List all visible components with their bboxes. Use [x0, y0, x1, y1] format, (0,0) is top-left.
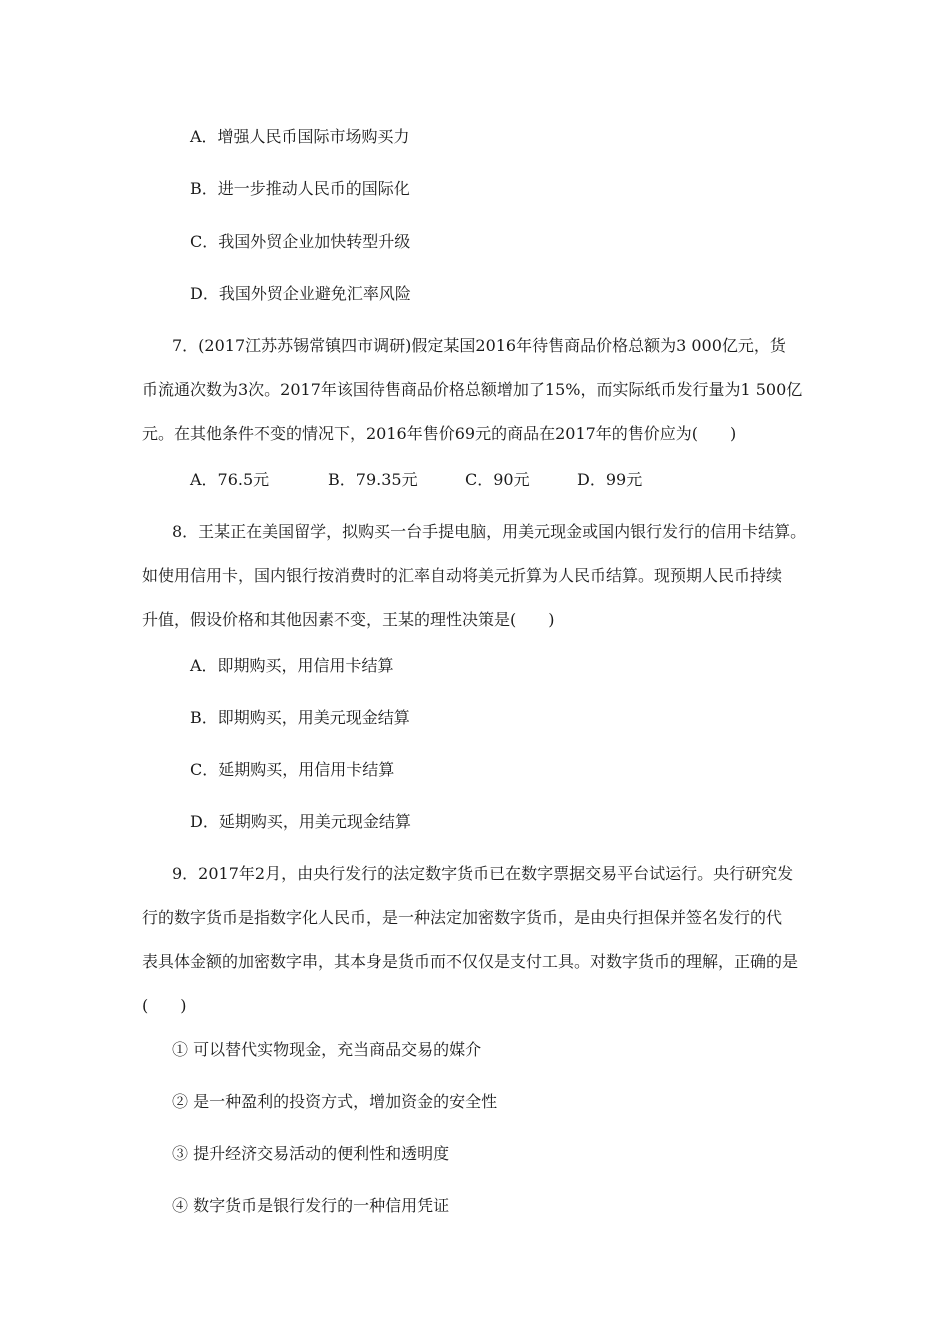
q8-option-b: B．即期购买，用美元现金结算	[190, 708, 410, 727]
q7-stem-line-2: 币流通次数为3次。2017年该国待售商品价格总额增加了15%，而实际纸币发行量为1 500亿	[142, 380, 803, 399]
q9-item-4: ④ 数字货币是银行发行的一种信用凭证	[172, 1196, 450, 1215]
q8-stem-line-1: 8．王某正在美国留学，拟购买一台手提电脑，用美元现金或国内银行发行的信用卡结算。	[172, 522, 807, 541]
q7-option-d: D．99元	[577, 470, 643, 489]
q9-stem-line-1: 9．2017年2月，由央行发行的法定数字货币已在数字票据交易平台试运行。央行研究发	[172, 864, 794, 883]
q8-stem-line-3: 升值，假设价格和其他因素不变，王某的理性决策是( )	[142, 610, 555, 629]
q9-stem-line-4: ( )	[142, 996, 187, 1015]
q6-option-b: B．进一步推动人民币的国际化	[190, 179, 410, 198]
q7-stem-line-1: 7．(2017江苏苏锡常镇四市调研)假定某国2016年待售商品价格总额为3 000亿元，货	[172, 336, 786, 355]
q7-stem-line-3: 元。在其他条件不变的情况下，2016年售价69元的商品在2017年的售价应为( )	[142, 424, 737, 443]
q6-option-a: A．增强人民币国际市场购买力	[190, 127, 410, 146]
q9-item-3: ③ 提升经济交易活动的便利性和透明度	[172, 1144, 450, 1163]
q8-option-c: C．延期购买，用信用卡结算	[190, 760, 395, 779]
q9-item-1: ① 可以替代实物现金，充当商品交易的媒介	[172, 1040, 482, 1059]
q8-option-a: A．即期购买，用信用卡结算	[190, 656, 394, 675]
q9-stem-line-3: 表具体金额的加密数字串，其本身是货币而不仅仅是支付工具。对数字货币的理解，正确的是	[142, 952, 799, 971]
q7-option-c: C．90元	[465, 470, 530, 489]
q8-stem-line-2: 如使用信用卡，国内银行按消费时的汇率自动将美元折算为人民币结算。现预期人民币持续	[142, 566, 783, 585]
q9-item-2: ② 是一种盈利的投资方式，增加资金的安全性	[172, 1092, 498, 1111]
q9-stem-line-2: 行的数字货币是指数字化人民币，是一种法定加密数字货币，是由央行担保并签名发行的代	[142, 908, 783, 927]
q6-option-c: C．我国外贸企业加快转型升级	[190, 232, 411, 251]
q6-option-d: D．我国外贸企业避免汇率风险	[190, 284, 411, 303]
q7-option-a: A．76.5元	[190, 470, 270, 489]
q8-option-d: D．延期购买，用美元现金结算	[190, 812, 411, 831]
q7-option-b: B．79.35元	[328, 470, 418, 489]
